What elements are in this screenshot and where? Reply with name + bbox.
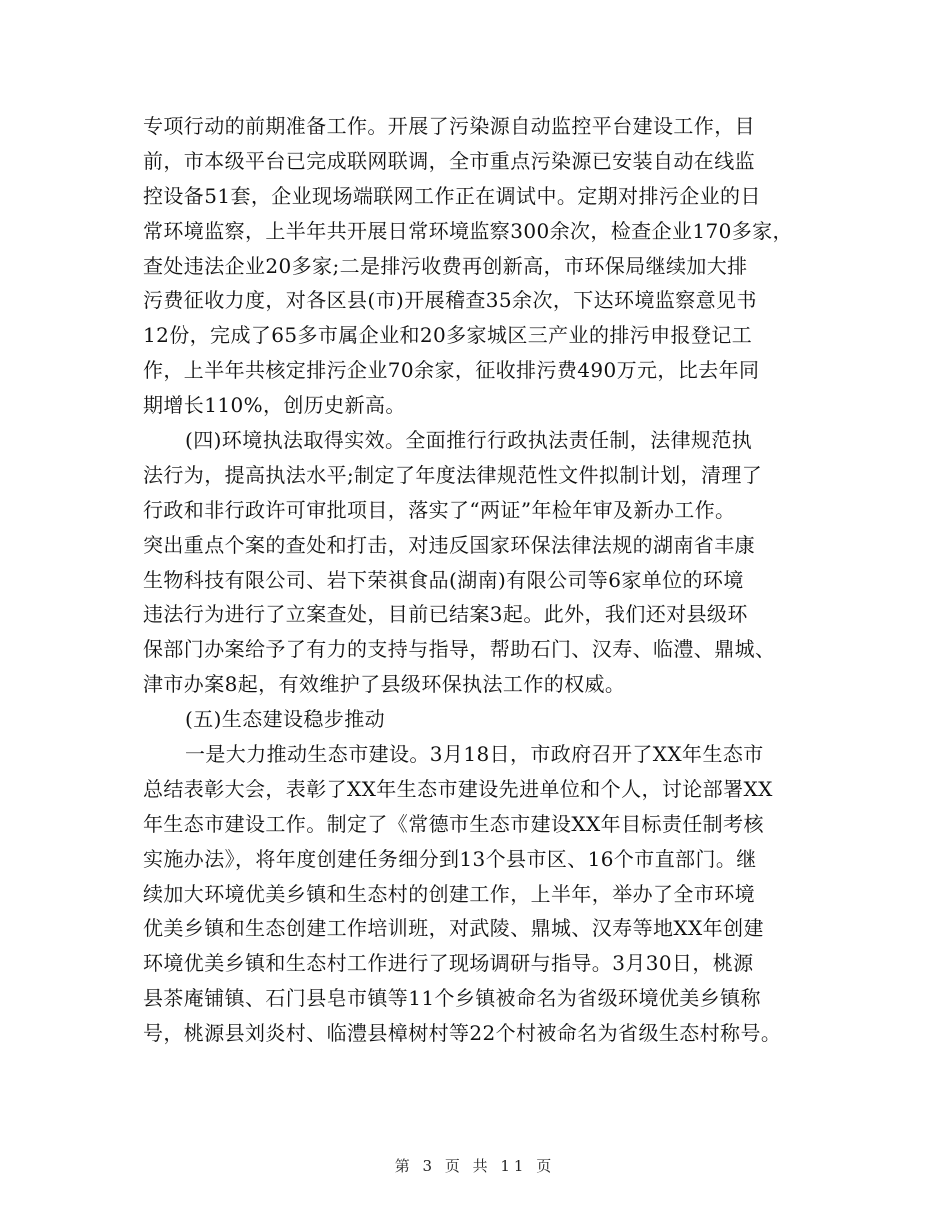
text-line: 作，上半年共核定排污企业70余家，征收排污费490万元，比去年同 bbox=[143, 358, 760, 383]
text-line: 续加大环境优美乡镇和生态村的创建工作，上半年，举办了全市环境 bbox=[143, 881, 755, 906]
text-line: 查处违法企业20多家;二是排污收费再创新高，市环保局继续加大排 bbox=[143, 253, 748, 278]
text-line: 违法行为进行了立案查处，目前已结案3起。此外，我们还对县级环 bbox=[143, 602, 748, 627]
text-line: 12份，完成了65多市属企业和20多家城区三产业的排污申报登记工 bbox=[143, 323, 753, 348]
text-line: 号，桃源县刘炎村、临澧县樟树村等22个村被命名为省级生态村称号。 bbox=[143, 1021, 782, 1046]
text-line: 法行为，提高执法水平;制定了年度法律规范性文件拟制计划，清理了 bbox=[143, 462, 763, 487]
text-line: 津市办案8起，有效维护了县级环保执法工作的权威。 bbox=[143, 672, 626, 697]
text-line: 县茶庵铺镇、石门县皂市镇等11个乡镇被命名为省级环境优美乡镇称 bbox=[143, 986, 761, 1011]
section-heading: (五)生态建设稳步推动 bbox=[185, 707, 386, 732]
text-line: 生物科技有限公司、岩下荣祺食品(湖南)有限公司等6家单位的环境 bbox=[143, 567, 744, 592]
text-line: 保部门办案给予了有力的支持与指导，帮助石门、汉寿、临澧、鼎城、 bbox=[143, 637, 776, 662]
text-line: 环境优美乡镇和生态村工作进行了现场调研与指导。3月30日，桃源 bbox=[143, 951, 754, 976]
body-text bbox=[143, 109, 823, 1051]
text-line: 常环境监察，上半年共开展日常环境监察300余次，检查企业170多家， bbox=[143, 218, 793, 243]
text-line: 控设备51套，企业现场端联网工作正在调试中。定期对排污企业的日 bbox=[143, 183, 761, 208]
text-line: 前，市本级平台已完成联网联调，全市重点污染源已安装自动在线监 bbox=[143, 148, 755, 173]
text-line: 优美乡镇和生态创建工作培训班，对武陵、鼎城、汉寿等地XX年创建 bbox=[143, 916, 764, 941]
text-line: 专项行动的前期准备工作。开展了污染源自动监控平台建设工作，目 bbox=[143, 114, 755, 138]
text-line: 突出重点个案的查处和打击，对违反国家环保法律法规的湖南省丰康 bbox=[143, 532, 755, 557]
text-line: 实施办法》，将年度创建任务细分到13个县市区、16个市直部门。继 bbox=[143, 846, 757, 871]
section-heading-line: (四)环境执法取得实效。全面推行行政执法责任制，法律规范执 bbox=[185, 428, 753, 453]
paragraph-start-line: 一是大力推动生态市建设。3月18日，市政府召开了XX年生态市 bbox=[185, 742, 764, 767]
text-line: 年生态市建设工作。制定了《常德市生态市建设XX年目标责任制考核 bbox=[143, 811, 764, 836]
text-line: 污费征收力度，对各区县(市)开展稽查35余次，下达环境监察意见书 bbox=[143, 288, 757, 313]
text-line: 总结表彰大会，表彰了XX年生态市建设先进单位和个人，讨论部署XX bbox=[143, 776, 773, 801]
text-line: 期增长110%，创历史新高。 bbox=[143, 393, 406, 418]
page-number-footer: 第 3 页 共 11 页 bbox=[394, 1157, 556, 1175]
text-line: 行政和非行政许可审批项目，落实了“两证”年检年审及新办工作。 bbox=[143, 497, 736, 522]
